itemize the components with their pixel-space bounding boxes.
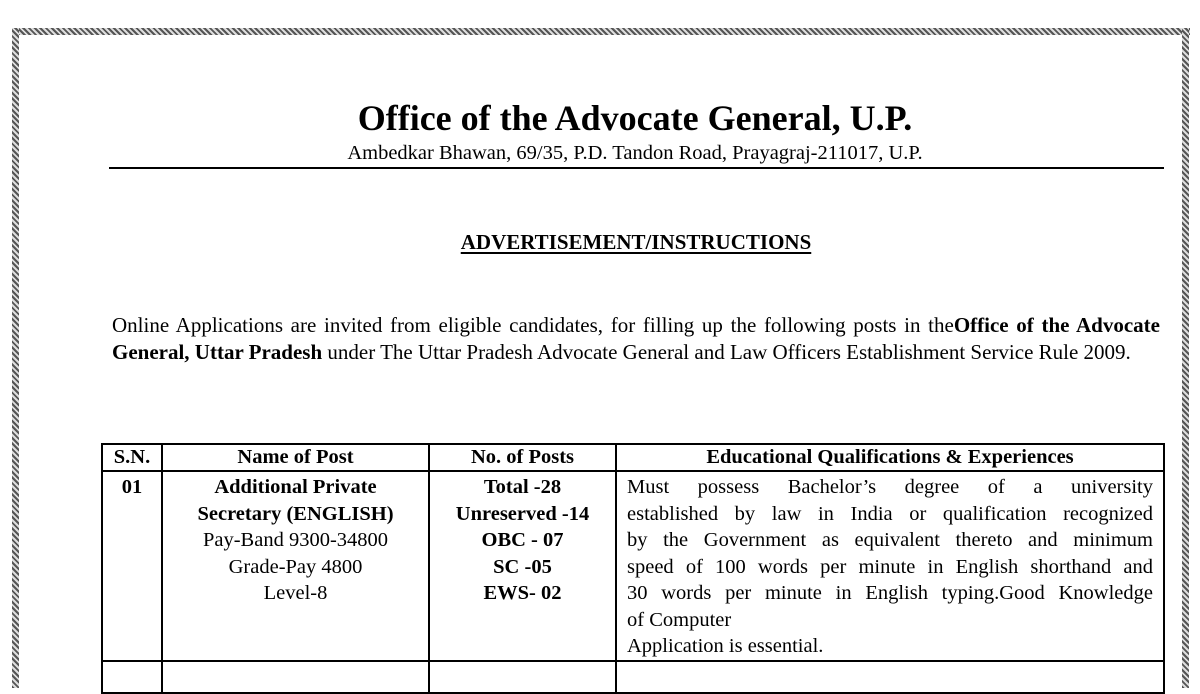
post-name-line2: Secretary (ENGLISH): [197, 502, 394, 525]
table-row: [102, 471, 1164, 661]
qualification-line: 30 words per minute in English typing.Good Knowledge: [627, 582, 1153, 604]
intro-paragraph: [112, 312, 1160, 365]
cell-qualifications: [616, 471, 1164, 661]
page-border-top: [12, 28, 1190, 35]
posts-table: [101, 443, 1165, 694]
posts-unreserved: Unreserved -14: [455, 502, 590, 525]
cell-post-name: [162, 471, 429, 661]
posts-ews: EWS- 02: [483, 582, 562, 604]
post-name-line1: Additional Private: [214, 476, 377, 498]
cell-sn: 01: [102, 471, 162, 661]
intro-office-name: Office of the Advocate General, Uttar Pradesh: [112, 313, 1160, 364]
intro-text-1: Online Applications are invited from eligible candidates, for filling up the following posts in the: [112, 313, 954, 337]
level: Level-8: [263, 582, 328, 604]
qualification-line: speed of 100 words per minute in English shorthand and: [627, 555, 1153, 578]
qualification-line: established by law in India or qualification recognized: [627, 502, 1153, 525]
cell-clipped: [162, 661, 429, 693]
office-address: Ambedkar Bhawan, 69/35, P.D. Tandon Road, Prayagraj-211017, U.P.: [347, 142, 923, 164]
advertisement-heading-text: ADVERTISEMENT/INSTRUCTIONS: [460, 230, 812, 254]
pay-band: Pay-Band 9300-34800: [202, 529, 389, 551]
cell-no-of-posts: [429, 471, 616, 661]
office-title: Office of the Advocate General, U.P.: [357, 98, 913, 138]
header-sn: S.N.: [102, 444, 162, 471]
qualification-line: by the Government as equivalent thereto and minimum: [627, 529, 1153, 551]
grade-pay: Grade-Pay 4800: [228, 555, 363, 578]
posts-total: Total -28: [483, 476, 562, 498]
qualification-line: Must possess Bachelor’s degree of a university: [627, 476, 1153, 498]
intro-text-2: under The Uttar Pradesh Advocate General and Law Officers Establishment Service Rule 2009.: [322, 339, 1131, 364]
posts-sc: SC -05: [493, 555, 552, 578]
cell-clipped: [102, 661, 162, 693]
header-no-of-posts: No. of Posts: [429, 444, 616, 471]
table-header-row: [102, 444, 1164, 471]
header-post-name: Name of Post: [162, 444, 429, 471]
cell-clipped: [429, 661, 616, 693]
qualification-line: of Computer: [627, 608, 732, 631]
qualification-line: Application is essential.: [627, 635, 824, 657]
advertisement-heading: [0, 229, 1200, 255]
cell-clipped: [616, 661, 1164, 693]
header-rule: [109, 167, 1164, 169]
posts-obc: OBC - 07: [481, 529, 564, 551]
header-qualifications: Educational Qualifications & Experiences: [616, 444, 1164, 471]
table-row-clipped: [102, 661, 1164, 693]
